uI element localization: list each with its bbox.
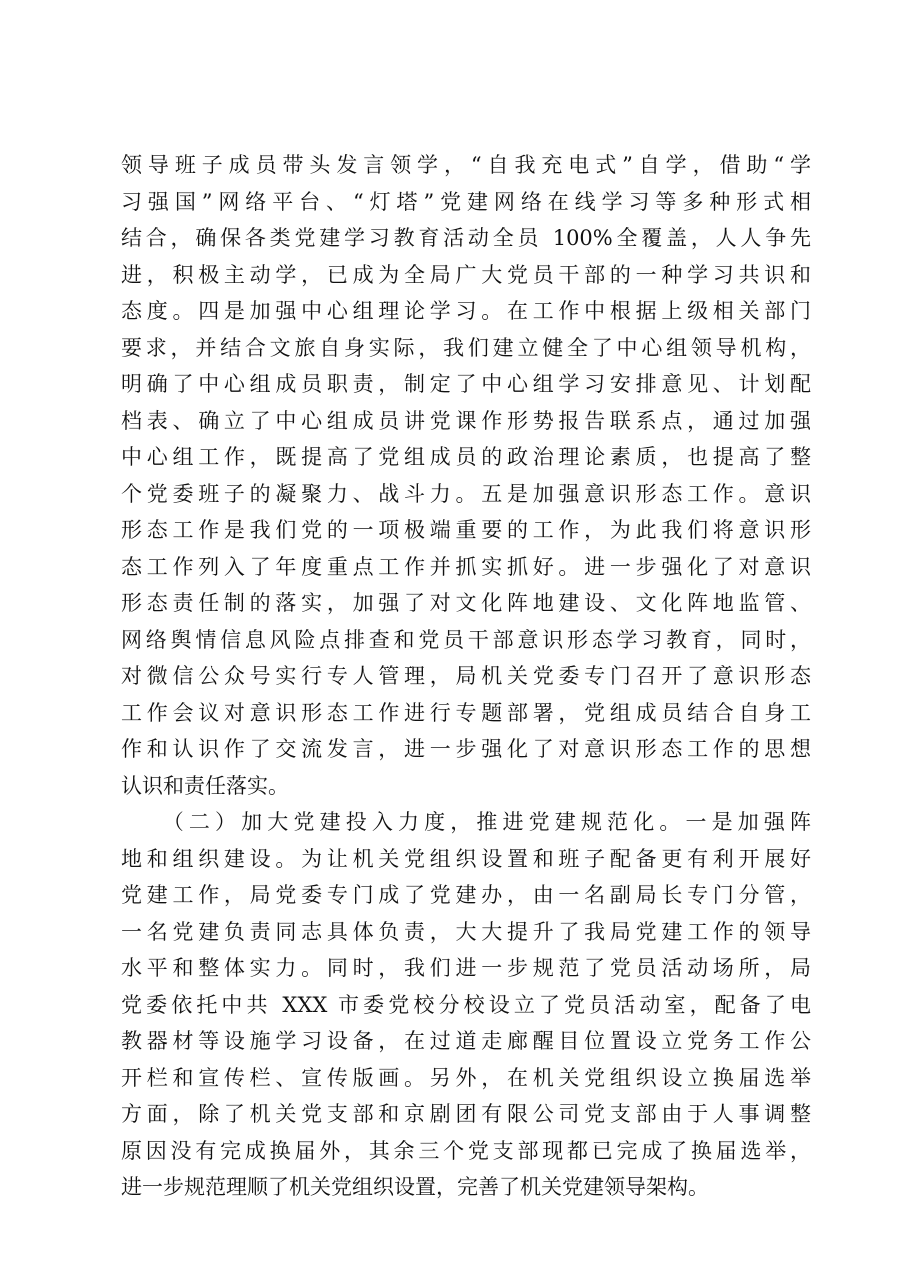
section-heading-line: （二）加大党建投入力度，推进党建规范化。一是加强阵	[121, 810, 811, 834]
text-line: 开栏和宣传栏、宣传版画。另外，在机关党组织设立换届选举	[121, 1065, 811, 1090]
text-line: 进一步规范理顺了机关党组织设置，完善了机关党建领导架构。	[121, 1175, 709, 1199]
body-text	[121, 147, 811, 1206]
text-line: 态工作列入了年度重点工作并抓实抓好。进一步强化了对意识	[121, 554, 811, 579]
text-line: 习强国”网络平台、“灯塔”党建网络在线学习等多种形式相	[121, 189, 811, 214]
text-line: 原因没有完成换届外，其余三个党支部现都已完成了换届选举，	[121, 1138, 811, 1163]
text-line: 地和组织建设。为让机关党组织设置和班子配备更有利开展好	[121, 846, 811, 871]
text-line: 要求，并结合文旅自身实际，我们建立健全了中心组领导机构，	[121, 335, 811, 360]
text-line: 教器材等设施学习设备，在过道走廊醒目位置设立党务工作公	[121, 1029, 811, 1053]
text-line: 态度。四是加强中心组理论学习。在工作中根据上级相关部门	[121, 299, 811, 323]
text-line: 明确了中心组成员职责，制定了中心组学习安排意见、计划配	[121, 372, 811, 396]
text-line: 形态工作是我们党的一项极端重要的工作，为此我们将意识形	[121, 518, 811, 542]
text-line: 党建工作，局党委专门成了党建办，由一名副局长专门分管，	[121, 883, 811, 907]
text-line: 进，积极主动学，已成为全局广大党员干部的一种学习共识和	[121, 262, 811, 287]
text-line: 个党委班子的凝聚力、战斗力。五是加强意识形态工作。意识	[121, 481, 811, 506]
paragraph-end-line: 认识和责任落实。	[121, 773, 289, 798]
text-line: 水平和整体实力。同时，我们进一步规范了党员活动场所，局	[121, 956, 811, 980]
text-line: 一名党建负责同志具体负责，大大提升了我局党建工作的领导	[121, 919, 811, 944]
text-line: 网络舆情信息风险点排查和党员干部意识形态学习教育，同时，	[121, 627, 811, 652]
text-line: 领导班子成员带头发言领学，“自我充电式”自学，借助“学	[121, 153, 811, 177]
text-line: 对微信公众号实行专人管理，局机关党委专门召开了意识形态	[121, 664, 811, 688]
text-line: 结合，确保各类党建学习教育活动全员 100%全覆盖，人人争先	[121, 226, 811, 250]
text-line: 档表、确立了中心组成员讲党课作形势报告联系点，通过加强	[121, 408, 811, 433]
text-line: 作和认识作了交流发言，进一步强化了对意识形态工作的思想	[121, 737, 811, 761]
text-line: 中心组工作，既提高了党组成员的政治理论素质，也提高了整	[121, 445, 811, 469]
text-line: 形态责任制的落实，加强了对文化阵地建设、文化阵地监管、	[121, 591, 811, 615]
text-line: 工作会议对意识形态工作进行专题部署，党组成员结合自身工	[121, 700, 811, 725]
text-line: 党委依托中共 XXX 市委党校分校设立了党员活动室，配备了电	[121, 992, 811, 1017]
text-line: 方面，除了机关党支部和京剧团有限公司党支部由于人事调整	[121, 1102, 811, 1126]
